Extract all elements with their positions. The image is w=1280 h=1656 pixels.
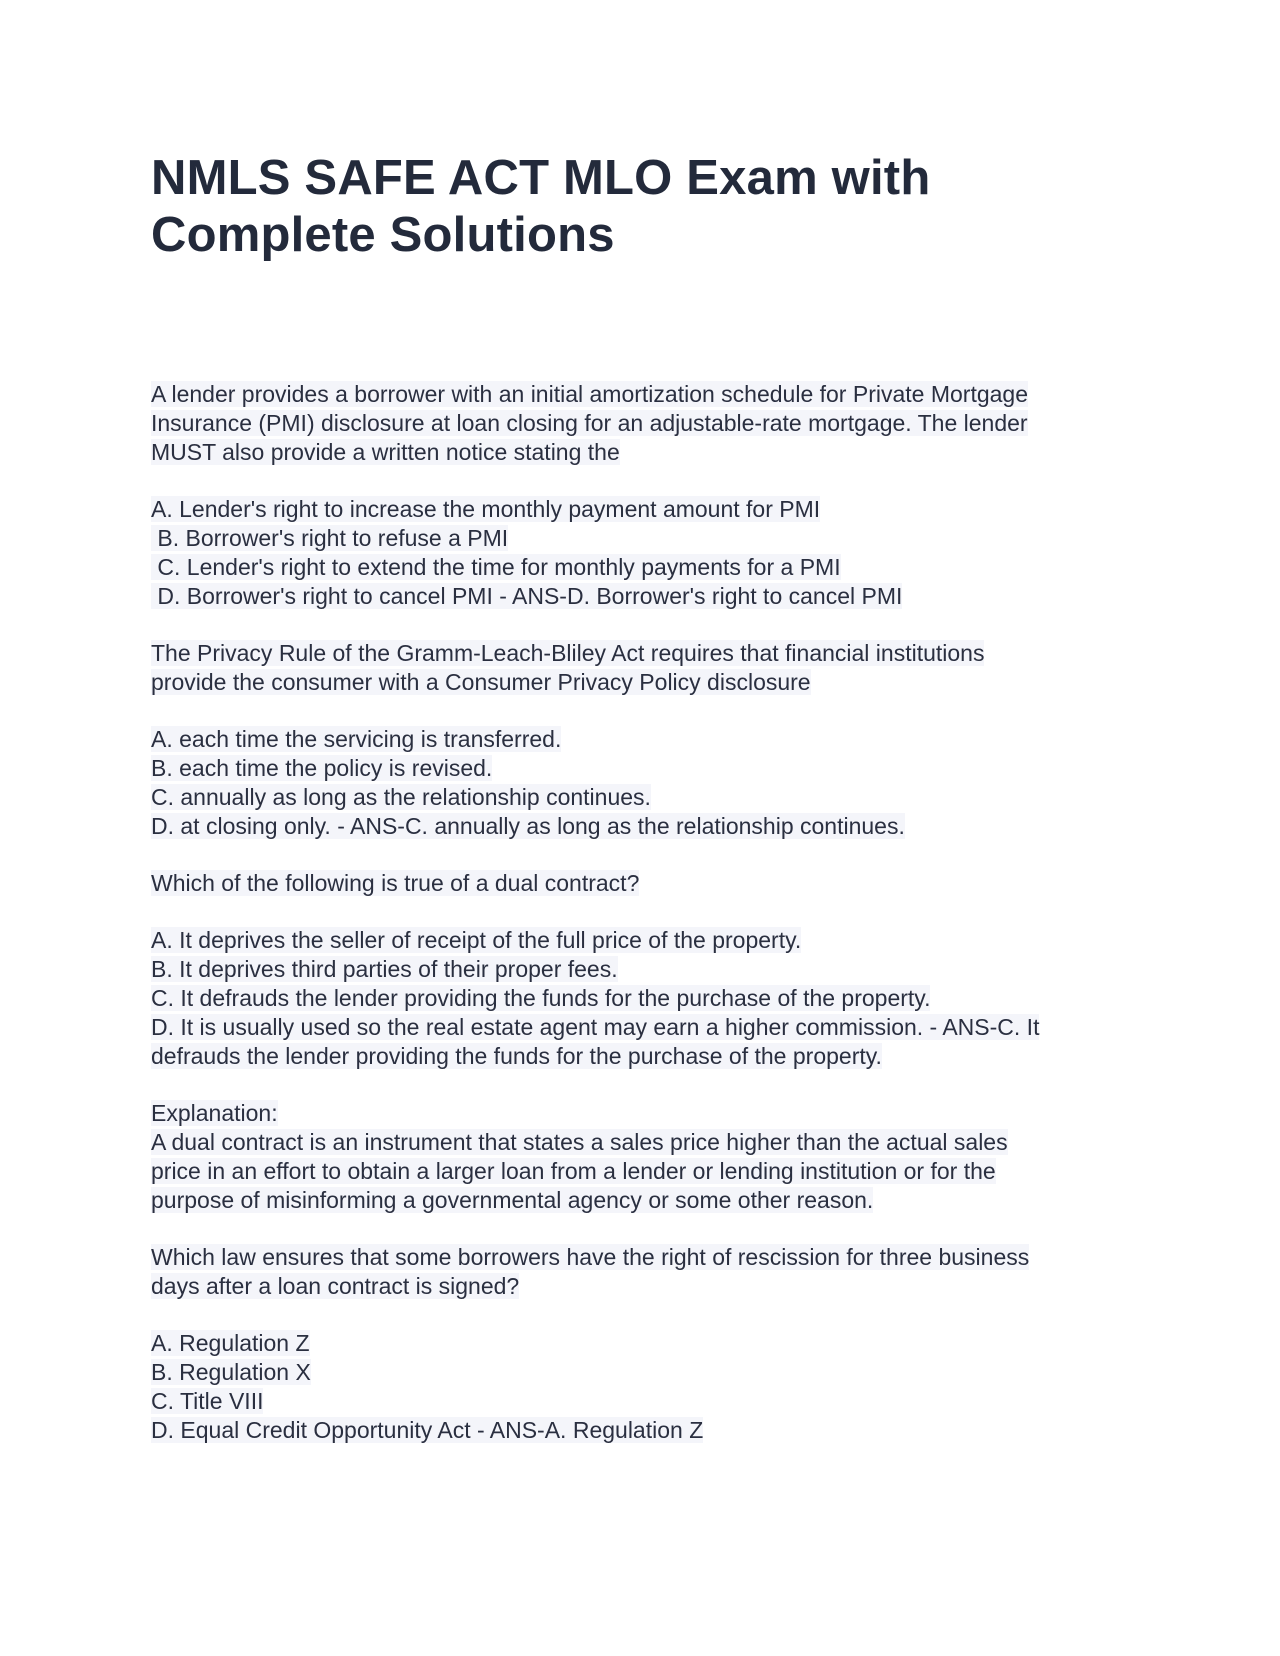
option-line: B. each time the policy is revised. [151,755,493,781]
question-stem [151,639,1141,697]
question-stem [151,1243,1141,1301]
stem-line: Insurance (PMI) disclosure at loan closing for an adjustable-rate mortgage. The lender [151,410,1028,436]
option-line: B. It deprives third parties of their proper fees. [151,956,618,982]
document-body [151,380,1141,1445]
answer-options [151,495,1141,611]
option-line: A. It deprives the seller of receipt of the full price of the property. [151,927,802,953]
stem-line: The Privacy Rule of the Gramm-Leach-Bliley Act requires that financial institutions [151,640,985,666]
option-line: B. Borrower's right to refuse a PMI [151,525,509,551]
stem-line: Which of the following is true of a dual contract? [151,870,640,896]
question-stem [151,869,1141,898]
stem-line: provide the consumer with a Consumer Privacy Policy disclosure [151,669,811,695]
option-line: B. Regulation X [151,1359,311,1385]
question-block [151,1243,1141,1445]
explanation-line: price in an effort to obtain a larger loan from a lender or lending institution or for the [151,1158,996,1184]
question-block [151,869,1141,1215]
option-line: C. It defrauds the lender providing the funds for the purchase of the property. [151,985,931,1011]
option-line: A. Lender's right to increase the monthly payment amount for PMI [151,496,821,522]
question-block [151,380,1141,611]
option-line: defrauds the lender providing the funds for the purchase of the property. [151,1043,882,1069]
answer-options [151,725,1141,841]
document-page [151,150,1141,1445]
option-line: D. Borrower's right to cancel PMI - ANS-D. Borrower's right to cancel PMI [151,583,903,609]
option-line: A. Regulation Z [151,1330,310,1356]
option-line: C. annually as long as the relationship continues. [151,784,651,810]
document-title [151,150,1141,264]
explanation [151,1099,1141,1215]
question-block [151,639,1141,841]
option-line: D. It is usually used so the real estate agent may earn a higher commission. - ANS-C. It [151,1014,1040,1040]
stem-line: MUST also provide a written notice stating the [151,439,620,465]
option-line: D. Equal Credit Opportunity Act - ANS-A. Regulation Z [151,1417,704,1443]
title-line: Complete Solutions [151,208,615,262]
question-stem [151,380,1141,467]
stem-line: days after a loan contract is signed? [151,1273,520,1299]
option-line: A. each time the servicing is transferred. [151,726,562,752]
stem-line: A lender provides a borrower with an initial amortization schedule for Private Mortgage [151,381,1028,407]
option-line: C. Title VIII [151,1388,264,1414]
explanation-line: purpose of misinforming a governmental agency or some other reason. [151,1187,874,1213]
option-line: D. at closing only. - ANS-C. annually as long as the relationship continues. [151,813,905,839]
title-line: NMLS SAFE ACT MLO Exam with [151,151,931,205]
answer-options [151,1329,1141,1445]
explanation-label: Explanation: [151,1100,278,1126]
option-line: C. Lender's right to extend the time for monthly payments for a PMI [151,554,841,580]
stem-line: Which law ensures that some borrowers have the right of rescission for three business [151,1244,1030,1270]
answer-options [151,926,1141,1071]
explanation-line: A dual contract is an instrument that states a sales price higher than the actual sales [151,1129,1008,1155]
